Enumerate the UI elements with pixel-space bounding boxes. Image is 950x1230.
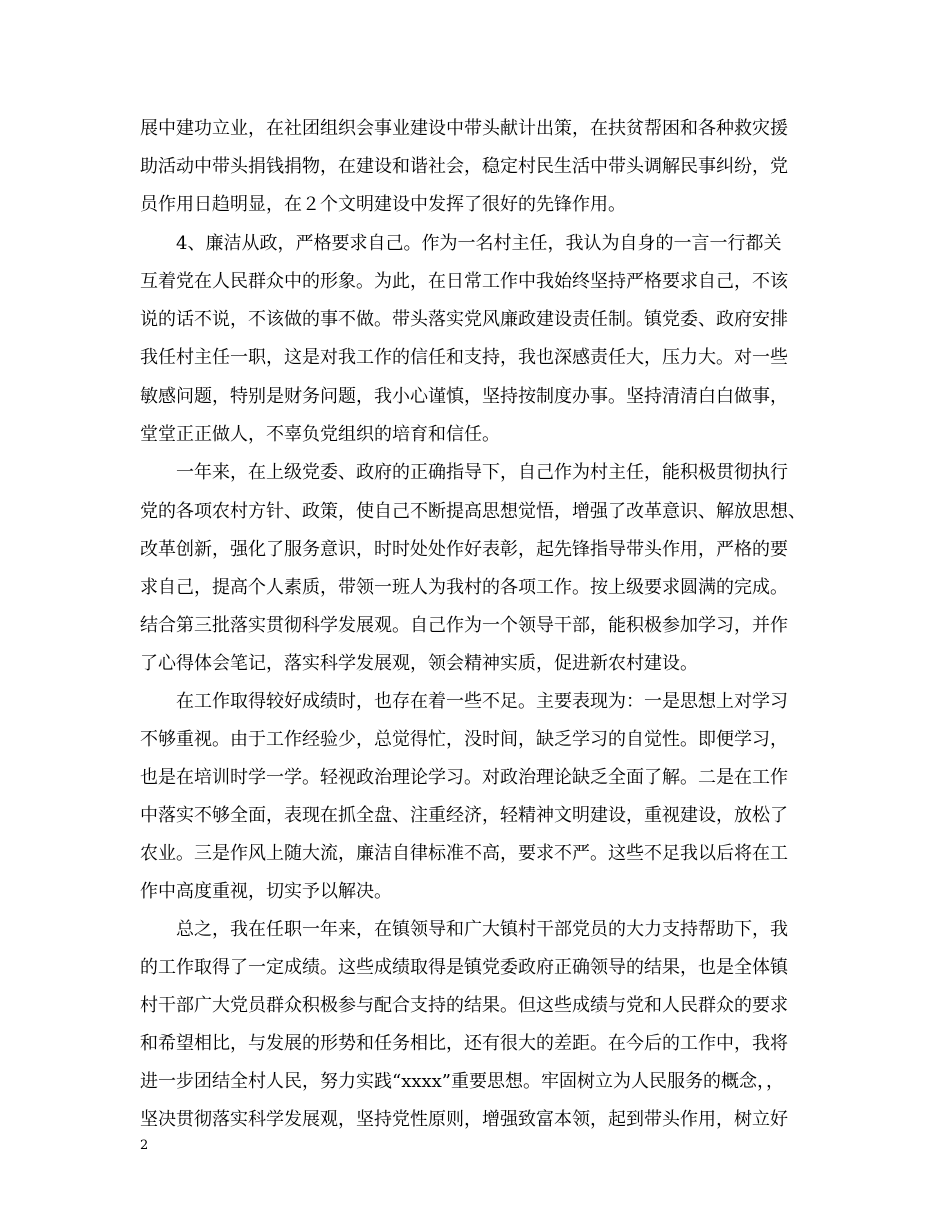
text-line: 坚决贯彻落实科学发展观，坚持党性原则，增强致富本领，起到带头作用，树立好 bbox=[140, 1109, 788, 1130]
text-line: 求自己，提高个人素质，带领一班人为我村的各项工作。按上级要求圆满的完成。 bbox=[140, 577, 788, 598]
text-line: 总之，我在任职一年来，在镇领导和广大镇村干部党员的大力支持帮助下，我 bbox=[176, 919, 788, 940]
text-line: 不够重视。由于工作经验少，总觉得忙，没时间，缺乏学习的自觉性。即便学习， bbox=[140, 729, 788, 750]
text-line: 展中建功立业，在社团组织会事业建设中带头献计出策，在扶贫帮困和各种救灾援 bbox=[140, 118, 788, 139]
text-line: 中落实不够全面，表现在抓全盘、注重经济，轻精神文明建设，重视建设，放松了 bbox=[140, 805, 788, 826]
text-line: 说的话不说，不该做的事不做。带头落实党风廉政建设责任制。镇党委、政府安排 bbox=[140, 309, 788, 330]
text-line: 我任村主任一职，这是对我工作的信任和支持，我也深感责任大，压力大。对一些 bbox=[140, 347, 788, 368]
text-line: 作中高度重视，切实予以解决。 bbox=[140, 881, 392, 902]
text-line: 党的各项农村方针、政策，使自己不断提高思想觉悟，增强了改革意识、解放思想、 bbox=[140, 501, 806, 522]
text-line: 结合第三批落实贯彻科学发展观。自己作为一个领导干部，能积极参加学习，并作 bbox=[140, 615, 788, 636]
text-line: 的工作取得了一定成绩。这些成绩取得是镇党委政府正确领导的结果，也是全体镇 bbox=[140, 957, 788, 978]
text-line: 改革创新，强化了服务意识，时时处处作好表彰，起先锋指导带头作用，严格的要 bbox=[140, 539, 788, 560]
text-line: 助活动中带头捐钱捐物，在建设和谐社会，稳定村民生活中带头调解民事纠纷，党 bbox=[140, 156, 788, 177]
text-line: 堂堂正正做人，不辜负党组织的培育和信任。 bbox=[140, 424, 500, 445]
text-line: 敏感问题，特别是财务问题，我小心谨慎，坚持按制度办事。坚持清清白白做事， bbox=[140, 386, 788, 407]
text-line: 互着党在人民群众中的形象。为此，在日常工作中我始终坚持严格要求自己，不该 bbox=[140, 271, 788, 292]
text-line: 也是在培训时学一学。轻视政治理论学习。对政治理论缺乏全面了解。二是在工作 bbox=[140, 767, 788, 788]
text-line: 农业。三是作风上随大流，廉洁自律标准不高，要求不严。这些不足我以后将在工 bbox=[140, 843, 788, 864]
text-line: 员作用日趋明显，在２个文明建设中发挥了很好的先锋作用。 bbox=[140, 194, 626, 215]
text-line: 了心得体会笔记，落实科学发展观，领会精神实质，促进新农村建设。 bbox=[140, 653, 698, 674]
text-line: 和希望相比，与发展的形势和任务相比，还有很大的差距。在今后的工作中，我将 bbox=[140, 1033, 788, 1054]
text-line: 村干部广大党员群众积极参与配合支持的结果。但这些成绩与党和人民群众的要求 bbox=[140, 995, 788, 1016]
text-line: 一年来，在上级党委、政府的正确指导下，自己作为村主任，能积极贯彻执行 bbox=[176, 462, 788, 483]
text-line: 在工作取得较好成绩时，也存在着一些不足。主要表现为：一是思想上对学习 bbox=[176, 691, 788, 712]
page-number: 2 bbox=[140, 1138, 149, 1153]
text-line: 4、廉洁从政，严格要求自己。作为一名村主任，我认为自身的一言一行都关 bbox=[176, 233, 782, 254]
text-line: 进一步团结全村人民，努力实践“xxxx”重要思想。牢固树立为人民服务的概念，， bbox=[140, 1071, 785, 1092]
